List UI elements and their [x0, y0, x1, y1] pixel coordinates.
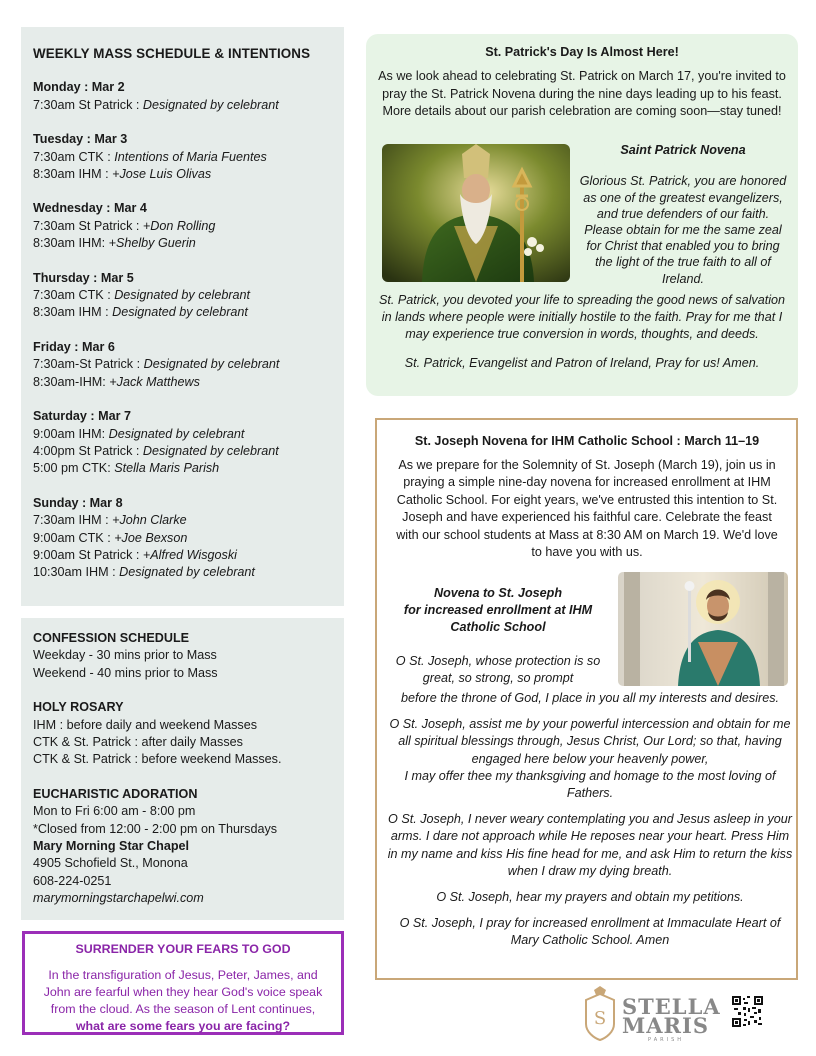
mass-time: 8:30am IHM : [33, 167, 113, 182]
mass-time: 9:00am CTK : [33, 530, 115, 545]
mass-entry [33, 97, 344, 114]
mass-day [33, 339, 344, 391]
st-patrick-novena-title: Saint Patrick Novena [620, 143, 746, 157]
mass-day-heading: Tuesday : Mar 3 [33, 132, 128, 147]
confession-section [33, 630, 344, 682]
rosary-line: CTK & St. Patrick : after daily Masses [33, 735, 243, 750]
mass-intention: Intentions of Maria Fuentes [114, 149, 267, 164]
mass-time: 4:00pm St Patrick : [33, 443, 143, 458]
st-joseph-title: St. Joseph Novena for IHM Catholic School : March 11–19 [414, 434, 760, 448]
mass-entry [33, 530, 344, 547]
surrender-text: In the transfiguration of Jesus, Peter, James, and John are fearful when they hear God's voice speak from the cloud. As the season of Lent continues, [43, 968, 323, 1016]
st-joseph-prayer-1a: O St. Joseph, whose protection is so great, so strong, so prompt [395, 654, 601, 685]
logo-line-3: PARISH [648, 1037, 684, 1042]
mass-day-heading: Wednesday : Mar 4 [33, 201, 147, 216]
mass-entry [33, 443, 344, 460]
st-patrick-prayer-2: St. Patrick, you devoted your life to spreading the good news of salvation in lands where people were initially hostile to the faith. Pray for me that I may experience true conversion in words, thoughts, and deeds. [378, 293, 786, 342]
chapel-website-link[interactable]: marymorningstarchapelwi.com [33, 891, 204, 906]
mass-day [33, 408, 344, 478]
mass-day [33, 200, 344, 252]
surrender-question: what are some fears you are facing? [75, 1018, 291, 1033]
mass-entry [33, 235, 344, 252]
mass-time: 9:00am IHM: [33, 426, 109, 441]
mass-time: 7:30am St Patrick : [33, 218, 143, 233]
st-joseph-novena-title-line-1: Novena to St. Joseph [433, 586, 563, 600]
mass-day-heading: Monday : Mar 2 [33, 80, 125, 95]
mass-time: 7:30am-St Patrick : [33, 357, 144, 372]
st-joseph-prayer-5: O St. Joseph, I pray for increased enrollment at Immaculate Heart of Mary Catholic School. Amen [399, 916, 781, 948]
st-patrick-novena [578, 142, 788, 287]
mass-intention: +Jose Luis Olivas [112, 167, 212, 182]
st-joseph-novena-title [385, 585, 611, 637]
mass-intention: Designated by celebrant [112, 305, 248, 320]
st-joseph-prayer-4: O St. Joseph, hear my prayers and obtain my petitions. [436, 890, 744, 905]
mass-entry [33, 304, 344, 321]
mass-entry [33, 564, 344, 581]
mass-intention: Designated by celebrant [142, 97, 279, 112]
st-joseph-image [618, 572, 788, 686]
st-joseph-prayer-3: O St. Joseph, I never weary contemplating you and Jesus asleep in your arms. I dare not approach while He reposes near your heart. Press Him in my name and kiss His fine head for me, and ask Him to return the kiss when I draw my dying breath. [387, 812, 793, 878]
st-patrick-prayers [376, 292, 788, 383]
surrender-fears-box [22, 931, 344, 1035]
adoration-title: EUCHARISTIC ADORATION [33, 786, 198, 801]
mass-time: 8:30am-IHM: [33, 374, 110, 389]
confession-title: CONFESSION SCHEDULE [33, 631, 190, 645]
mass-day [33, 131, 344, 183]
mass-intention: +Shelby Guerin [108, 236, 196, 251]
mass-day [33, 495, 344, 582]
st-patrick-prayer-1: Glorious St. Patrick, you are honored as one of the greatest evangelizers, and true defenders of our faith. Please obtain for me the same zeal for Christ that enabled you to bring the light of the true faith to all of Ireland. [579, 174, 787, 286]
mass-entry [33, 166, 344, 183]
chapel-name: Mary Morning Star Chapel [33, 839, 190, 854]
adoration-line: *Closed from 12:00 - 2:00 pm on Thursdays [33, 821, 278, 836]
logo-line-2: MARIS [622, 1013, 709, 1038]
surrender-title: SURRENDER YOUR FEARS TO GOD [75, 942, 291, 956]
mass-entry [33, 356, 344, 373]
mass-time: 7:30am CTK : [33, 288, 115, 303]
st-joseph-prayer-1b: before the throne of God, I place in you all my interests and desires. [400, 691, 780, 705]
st-patrick-image [382, 144, 570, 282]
mass-intention: +Jack Matthews [109, 374, 200, 389]
rosary-line: IHM : before daily and weekend Masses [33, 717, 258, 732]
mass-entry [33, 374, 344, 391]
mass-time: 8:30am IHM : [33, 305, 113, 320]
st-joseph-prayer-2 [386, 716, 794, 802]
st-patrick-intro: As we look ahead to celebrating St. Patrick on March 17, you're invited to pray the St. Patrick Novena during the nine days leading up to his feast. More details about our parish celebration are coming soon—stay tuned! [378, 69, 786, 118]
adoration-line: Mon to Fri 6:00 am - 8:00 pm [33, 804, 196, 819]
mass-intention: +Joe Bexson [114, 530, 188, 545]
logo-line-1: STELLA [622, 994, 720, 1019]
mass-schedule-title: WEEKLY MASS SCHEDULE & INTENTIONS [33, 46, 311, 61]
st-patrick-prayer-3: St. Patrick, Evangelist and Patron of Ireland, Pray for us! Amen. [404, 355, 760, 370]
mass-intention: Designated by celebrant [143, 357, 280, 372]
st-joseph-novena-title-line-2: for increased enrollment at IHM Catholic School [403, 603, 593, 635]
mass-entry [33, 426, 344, 443]
confession-line: Weekday - 30 mins prior to Mass [33, 648, 217, 663]
rosary-section [33, 699, 344, 769]
mass-intention: Stella Maris Parish [114, 461, 220, 476]
st-patrick-title: St. Patrick's Day Is Almost Here! [485, 45, 679, 59]
rosary-line: CTK & St. Patrick : before weekend Masses. [33, 752, 282, 767]
mass-schedule-panel [21, 27, 344, 606]
svg-text:S: S [593, 1008, 607, 1029]
st-joseph-intro: As we prepare for the Solemnity of St. Joseph (March 19), join us in praying a simple nine-day novena for increased enrollment at IHM Catholic School. For eight years, we've entrusted this intention to St. Joseph and have experienced his faithful care. Celebrate the feast with our school students at Mass at 8:30 AM on March 19. We'd love to have you with us. [396, 458, 778, 560]
st-joseph-prayer-2b: I may offer thee my thanksgiving and homage to the most loving of Fathers. [404, 768, 776, 801]
mass-day-heading: Friday : Mar 6 [33, 339, 115, 354]
st-joseph-prayers [386, 690, 794, 959]
rosary-title: HOLY ROSARY [33, 700, 124, 715]
mass-time: 9:00am St Patrick : [33, 547, 143, 562]
confession-line: Weekend - 40 mins prior to Mass [33, 665, 218, 680]
mass-day [33, 270, 344, 322]
mass-entry [33, 149, 344, 166]
mass-time: 7:30am CTK : [33, 149, 115, 164]
mass-intention: Designated by celebrant [142, 443, 279, 458]
mass-intention: +John Clarke [112, 513, 187, 528]
mass-day-heading: Sunday : Mar 8 [33, 495, 123, 510]
mass-day-heading: Thursday : Mar 5 [33, 270, 134, 285]
surrender-body [35, 967, 331, 1034]
mass-intention: Designated by celebrant [119, 565, 255, 580]
mass-time: 8:30am IHM: [33, 236, 109, 251]
mass-time: 5:00 pm CTK: [33, 461, 115, 476]
adoration-section [33, 786, 344, 908]
mass-time: 7:30am St Patrick : [33, 97, 143, 112]
qr-code[interactable] [732, 996, 763, 1027]
mass-entry [33, 287, 344, 304]
mass-entry [33, 512, 344, 529]
mass-entry [33, 218, 344, 235]
stella-maris-logo [580, 986, 720, 1042]
confession-panel [21, 618, 344, 920]
mass-days-list [33, 79, 344, 581]
mass-day [33, 79, 344, 114]
mass-intention: Designated by celebrant [108, 426, 245, 441]
mass-intention: +Don Rolling [142, 218, 216, 233]
mass-entry [33, 547, 344, 564]
mass-time: 10:30am IHM : [33, 565, 120, 580]
mass-day-heading: Saturday : Mar 7 [33, 409, 131, 424]
mass-entry [33, 460, 344, 477]
mass-intention: +Alfred Wisgoski [142, 547, 237, 562]
mass-time: 7:30am IHM : [33, 513, 113, 528]
mass-intention: Designated by celebrant [114, 288, 251, 303]
st-joseph-prayer-2a: O St. Joseph, assist me by your powerful intercession and obtain for me all spiritual blessings through, Jesus Christ, Our Lord; so that, having engaged here below your heavenly power, [389, 717, 791, 766]
chapel-address: 4905 Schofield St., Monona [33, 856, 188, 871]
chapel-phone: 608-224-0251 [33, 873, 112, 888]
